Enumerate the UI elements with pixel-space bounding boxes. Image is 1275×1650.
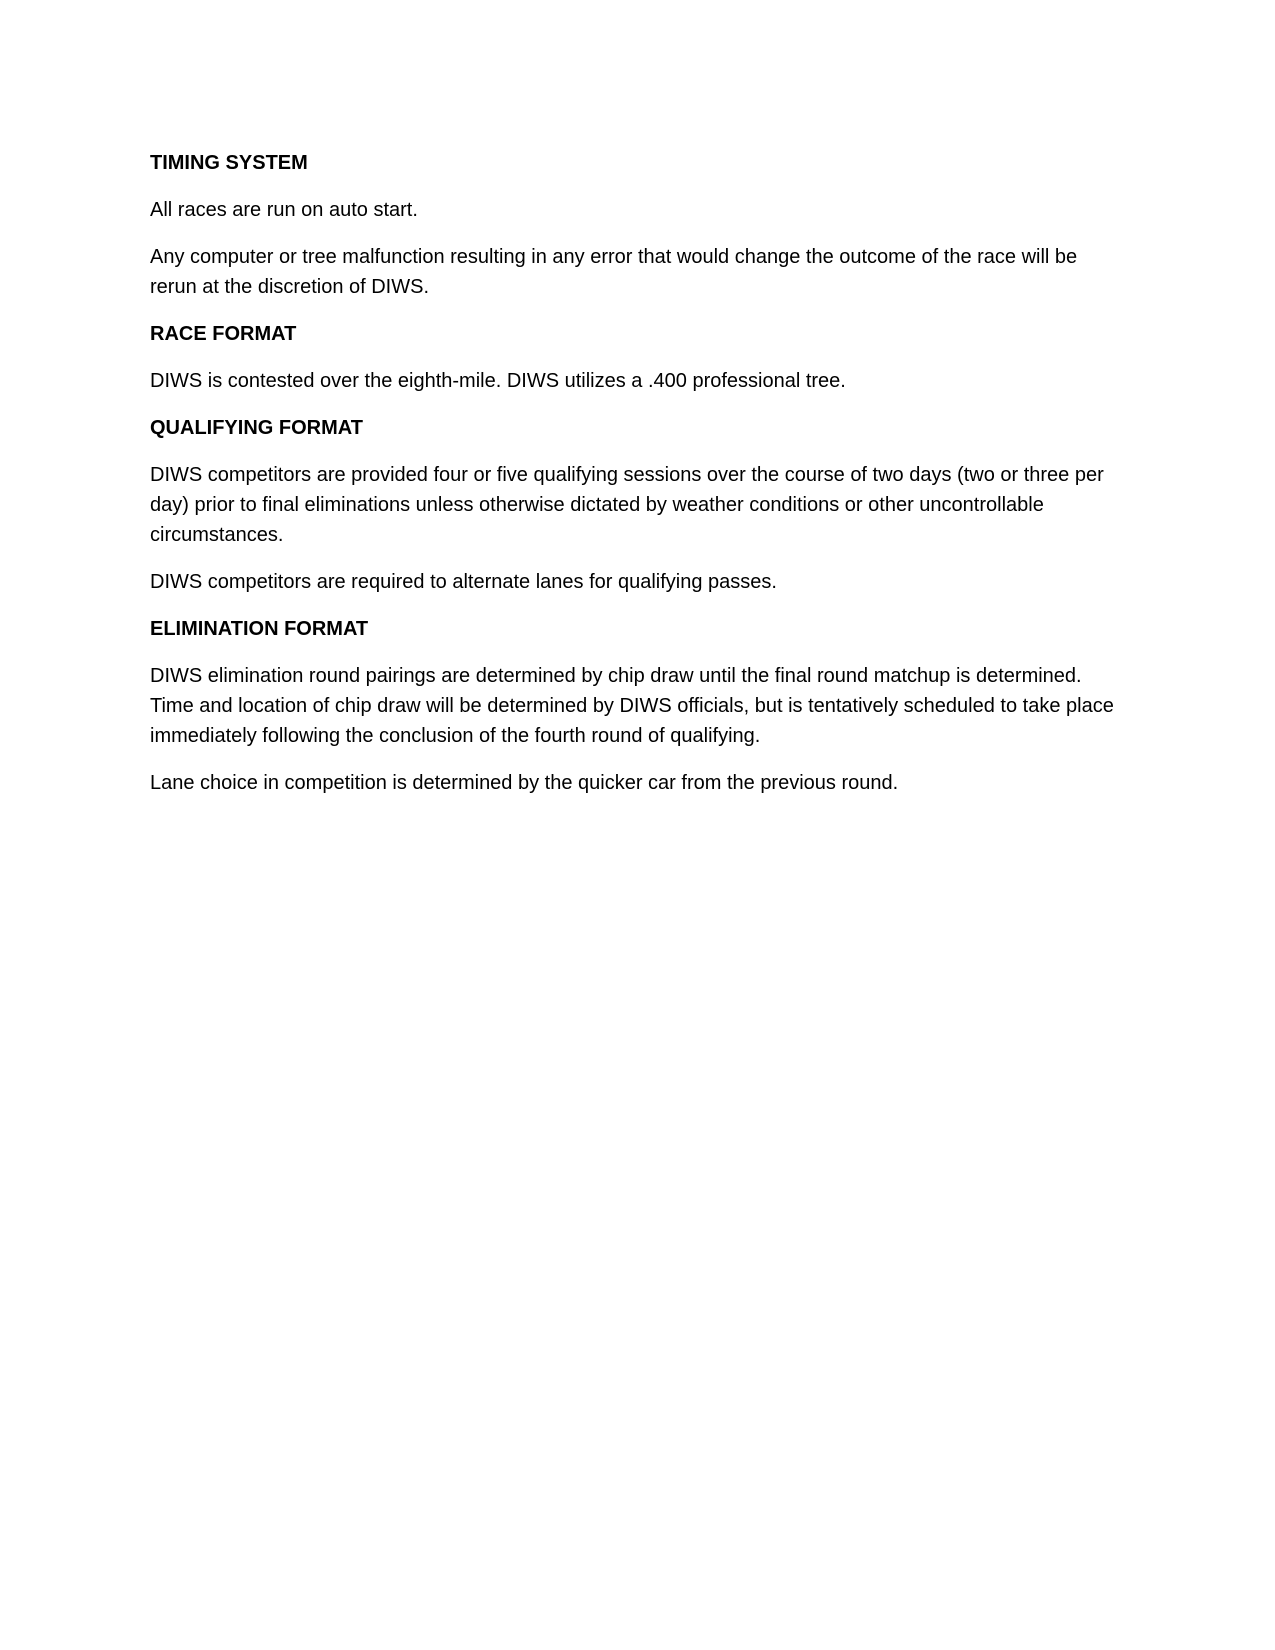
section-heading-elimination-format: ELIMINATION FORMAT (150, 618, 369, 640)
paragraph: All races are run on auto start. (150, 199, 418, 221)
section-heading-race-format: RACE FORMAT (150, 323, 297, 345)
paragraph: DIWS competitors are required to alternate lanes for qualifying passes. (150, 571, 777, 593)
section-heading-qualifying-format: QUALIFYING FORMAT (150, 417, 363, 439)
paragraph: DIWS competitors are provided four or five qualifying sessions over the course of two days (two or three per day) prior to final eliminations unless otherwise dictated by weather conditions or other uncontrollable circumstances. (150, 464, 1104, 546)
section-heading-timing-system: TIMING SYSTEM (150, 152, 308, 174)
paragraph: DIWS is contested over the eighth-mile. DIWS utilizes a .400 professional tree. (150, 370, 846, 392)
paragraph: Any computer or tree malfunction resulting in any error that would change the outcome of the race will be rerun at the discretion of DIWS. (150, 246, 1078, 298)
document-page (150, 148, 1125, 815)
paragraph: Lane choice in competition is determined by the quicker car from the previous round. (150, 772, 899, 794)
paragraph: DIWS elimination round pairings are determined by chip draw until the final round matchup is determined. Time and location of chip draw will be determined by DIWS officials, but is tentatively scheduled to take place immediately following the conclusion of the fourth round of qualifying. (150, 665, 1114, 747)
